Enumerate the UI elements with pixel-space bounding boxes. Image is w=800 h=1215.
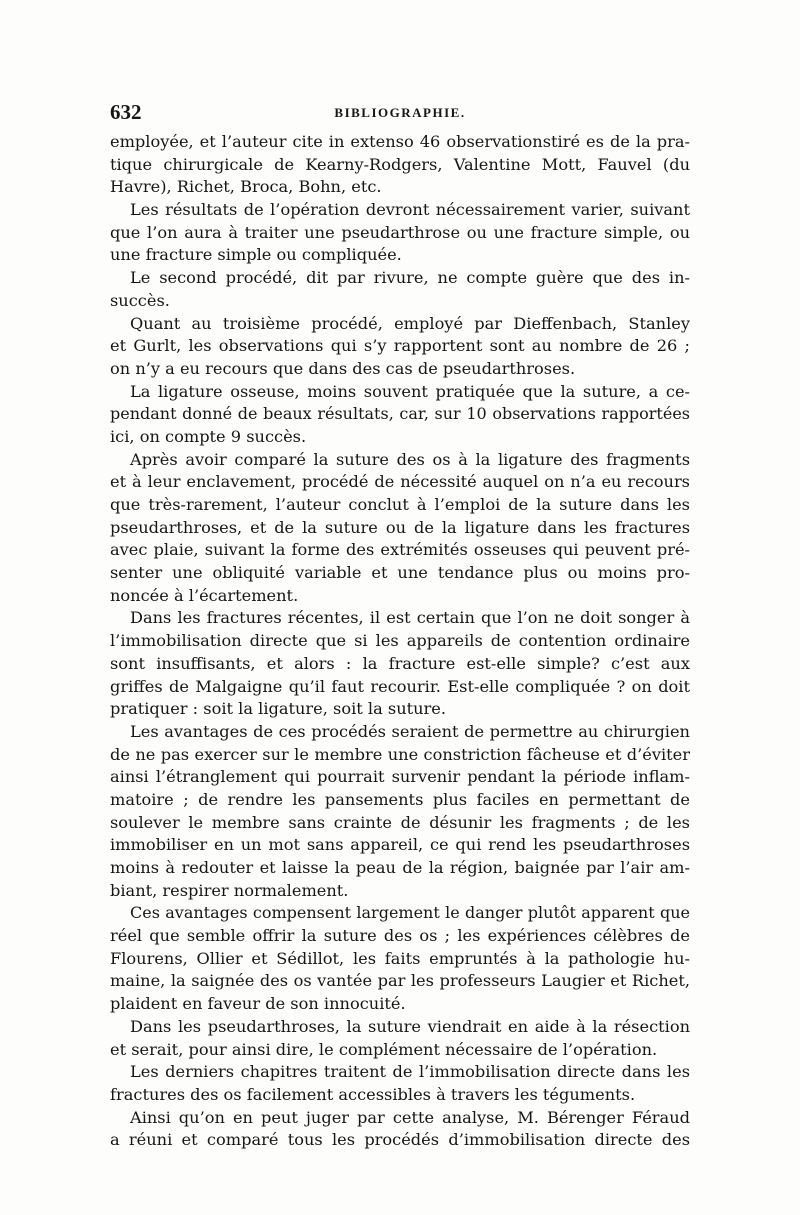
text-line: et serait, pour ainsi dire, le complément nécessaire de l’opération. (110, 1039, 658, 1059)
text-line: sont insuffisants, et alors : la fracture est-elle simple? c’est aux (110, 653, 690, 673)
text-line: maine, la saignée des os vantée par les professeurs Laugier et Richet, (110, 971, 690, 991)
text-line: succès. (110, 290, 170, 310)
text-line: plaident en faveur de son innocuité. (110, 994, 406, 1014)
text-line: de ne pas exercer sur le membre une constriction fâcheuse et d’éviter (110, 744, 690, 764)
text-line: Dans les fractures récentes, il est certain que l’on ne doit songer à (130, 608, 690, 628)
text-line: l’immobilisation directe que si les appareils de contention ordinaire (110, 631, 690, 651)
text-line: tique chirurgicale de Kearny-Rodgers, Valentine Mott, Fauvel (du (110, 154, 690, 174)
text-line: ainsi l’étranglement qui pourrait survenir pendant la période inflam- (110, 767, 690, 787)
body-text (110, 131, 690, 1152)
section-title: BIBLIOGRAPHIE. (334, 105, 466, 120)
text-line: a réuni et comparé tous les procédés d’immobilisation directe des (110, 1130, 690, 1150)
page-number: 632 (110, 100, 142, 124)
text-line: pseudarthroses, et de la suture ou de la ligature dans les fractures (110, 517, 690, 537)
text-line: immobiliser en un mot sans appareil, ce qui rend les pseudarthroses (110, 835, 690, 855)
text-line: matoire ; de rendre les pansements plus faciles en permettant de (110, 789, 690, 809)
running-head (110, 100, 690, 128)
text-line: avec plaie, suivant la forme des extrémités osseuses qui peuvent pré- (110, 540, 690, 560)
text-line: moins à redouter et laisse la peau de la région, baignée par l’air am- (110, 858, 690, 877)
text-line: Flourens, Ollier et Sédillot, les faits empruntés à la pathologie hu- (110, 948, 690, 968)
text-line: et Gurlt, les observations qui s’y rapportent sont au nombre de 26 ; (110, 336, 690, 356)
text-line: Après avoir comparé la suture des os à la ligature des fragments (130, 449, 690, 469)
text-line: Havre), Richet, Broca, Bohn, etc. (110, 177, 382, 197)
text-line: La ligature osseuse, moins souvent pratiquée que la suture, a ce- (130, 381, 690, 401)
text-line: griffes de Malgaigne qu’il faut recourir. Est-elle compliquée ? on doit (110, 676, 690, 696)
text-line: une fracture simple ou compliquée. (110, 245, 402, 265)
text-line: Quant au troisième procédé, employé par Dieffenbach, Stanley (130, 313, 690, 333)
text-line: que très-rarement, l’auteur conclut à l’emploi de la suture dans les (110, 495, 690, 514)
text-line: et à leur enclavement, procédé de nécessité auquel on n’a eu recours (110, 472, 690, 492)
text-line: on n’y a eu recours que dans des cas de pseudarthroses. (110, 358, 576, 378)
text-line: Les avantages de ces procédés seraient de permettre au chirurgien (130, 721, 690, 741)
text-line: Les derniers chapitres traitent de l’immobilisation directe dans les (130, 1062, 690, 1082)
text-line: pratiquer : soit la ligature, soit la suture. (110, 699, 447, 719)
text-line: noncée à l’écartement. (110, 585, 299, 605)
text-line: réel que semble offrir la suture des os ; les expériences célèbres de (110, 926, 690, 946)
text-line: employée, et l’auteur cite in extenso 46 observationstiré es de la pra- (110, 132, 690, 151)
text-line: fractures des os facilement accessibles à travers les téguments. (110, 1084, 636, 1104)
text-line: Ainsi qu’on en peut juger par cette analyse, M. Bérenger Féraud (130, 1107, 690, 1127)
text-line: que l’on aura à traiter une pseudarthrose ou une fracture simple, ou (110, 222, 690, 242)
text-line: soulever le membre sans crainte de désunir les fragments ; de les (110, 812, 690, 832)
text-line: Le second procédé, dit par rivure, ne compte guère que des in- (130, 268, 690, 288)
text-line: biant, respirer normalement. (110, 880, 349, 900)
text-line: ici, on compte 9 succès. (110, 426, 307, 446)
text-line: Dans les pseudarthroses, la suture viendrait en aide à la résection (130, 1016, 690, 1036)
text-line: pendant donné de beaux résultats, car, sur 10 observations rapportées (110, 404, 690, 424)
text-line: Ces avantages compensent largement le danger plutôt apparent que (130, 903, 690, 923)
text-line: senter une obliquité variable et une tendance plus ou moins pro- (110, 563, 690, 583)
text-line: Les résultats de l’opération devront nécessairement varier, suivant (130, 200, 690, 220)
